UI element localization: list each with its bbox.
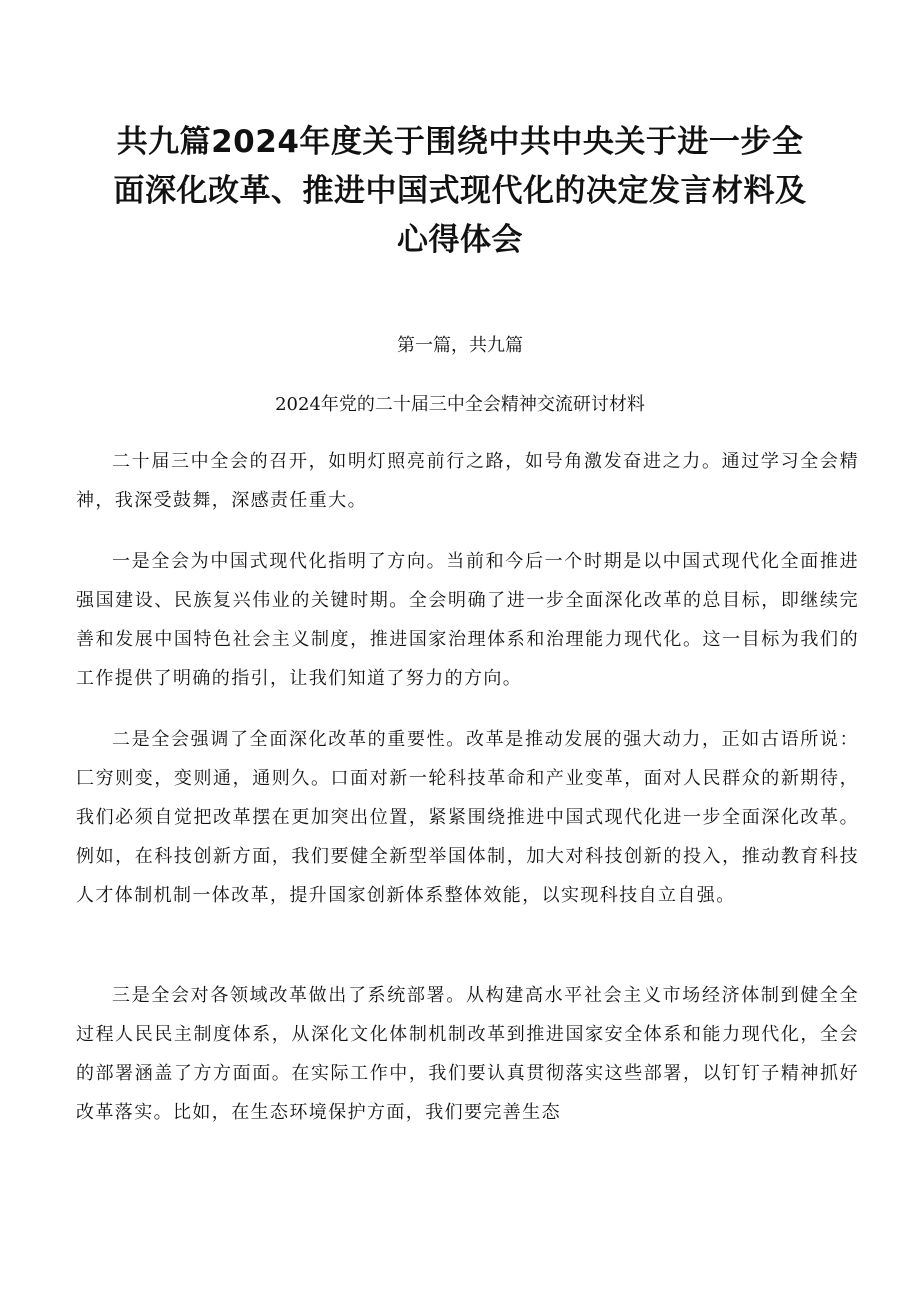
paragraph-intro: 二十届三中全会的召开，如明灯照亮前行之路，如号角激发奋进之力。通过学习全会精神，我深受鼓舞，深感责任重大。 (76, 451, 859, 511)
section-heading: 第一篇，共九篇 (397, 335, 523, 356)
paragraph-point-two: 二是全会强调了全面深化改革的重要性。改革是推动发展的强大动力，正如古语所说：匚穷则变，变则通，通则久。口面对新一轮科技革命和产业变革，面对人民群众的新期待，我们必须自觉把改革摆在更加突出位置，紧紧围绕推进中国式现代化进一步全面深化改革。例如，在科技创新方面，我们要健全新型举国体制，加大对科技创新的投入，推动教育科技人才体制机制一体改革，提升国家创新体系整体效能，以实现科技自立自强。 (76, 729, 859, 906)
article-title: 2024年党的二十届三中全会精神交流研讨材料 (275, 394, 645, 415)
paragraph-point-three: 三是全会对各领域改革做出了系统部署。从构建高水平社会主义市场经济体制到健全全过程人民民主制度体系，从深化文化体制机制改革到推进国家安全体系和能力现代化，全会的部署涵盖了方方面面。在实际工作中，我们要认真贯彻落实这些部署，以钉钉子精神抓好改革落实。比如，在生态环境保护方面，我们要完善生态 (76, 985, 859, 1123)
document-title: 共九篇2024年度关于围绕中共中央关于进一步全面深化改革、推进中国式现代化的决定发言材料及心得体会 (113, 124, 807, 258)
paragraph-point-one: 一是全会为中国式现代化指明了方向。当前和今后一个时期是以中国式现代化全面推进强国建设、民族复兴伟业的关键时期。全会明确了进一步全面深化改革的总目标，即继续完善和发展中国特色社会主义制度，推进国家治理体系和治理能力现代化。这一目标为我们的工作提供了明确的指引，让我们知道了努力的方向。 (76, 551, 859, 689)
